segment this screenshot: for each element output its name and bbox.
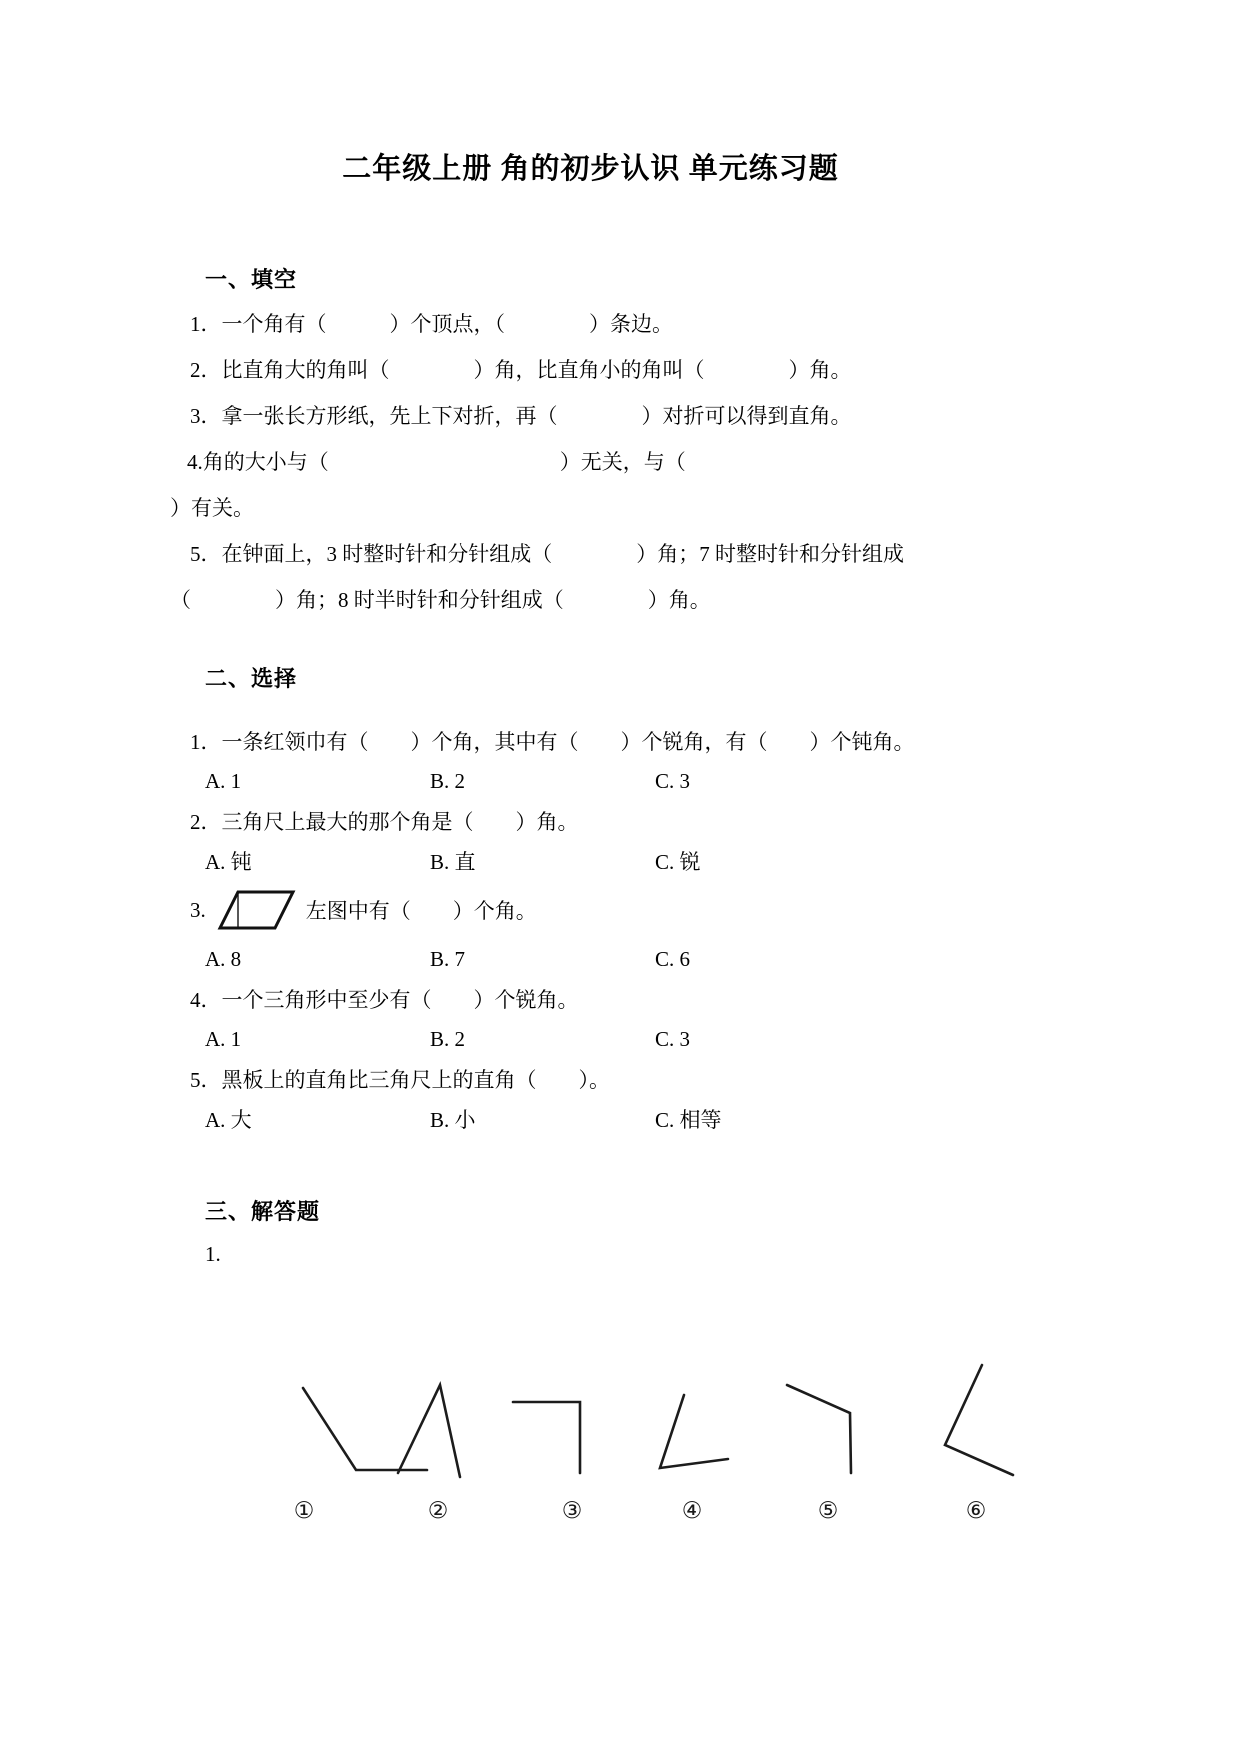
figure-label-6: ⑥ bbox=[965, 1498, 987, 1524]
worksheet-content bbox=[0, 146, 1241, 1270]
choice-question-1: 1．一条红领巾有（ ）个角，其中有（ ）个锐角，有（ ）个钝角。 bbox=[190, 730, 915, 754]
option-c: C. 6 bbox=[655, 946, 691, 971]
angle-figures-block bbox=[0, 1360, 1241, 1570]
fill-in-line-3: 3．拿一张长方形纸，先上下对折，再（ ）对折可以得到直角。 bbox=[190, 404, 852, 428]
figure-label-4: ④ bbox=[681, 1498, 703, 1524]
choice-questions bbox=[170, 721, 1101, 1139]
option-a: A. 1 bbox=[205, 768, 242, 793]
fill-in-line-5-continued: （ ）角；8 时半时针和分针组成（ ）角。 bbox=[170, 588, 711, 612]
fill-in-line-2: 2．比直角大的角叫（ ）角，比直角小的角叫（ ）角。 bbox=[190, 358, 852, 382]
fill-in-line-5: 5．在钟面上，3 时整时针和分针组成（ ）角；7 时整时针和分针组成 bbox=[190, 542, 904, 566]
choice-question-5: 5．黑板上的直角比三角尺上的直角（ ）。 bbox=[190, 1068, 610, 1092]
choice-question-4: 4．一个三角形中至少有（ ）个锐角。 bbox=[190, 988, 579, 1012]
figure-label-2: ② bbox=[427, 1498, 449, 1524]
option-b: B. 2 bbox=[430, 1026, 466, 1051]
choice-question-5-options bbox=[170, 1099, 1101, 1139]
question-3-number: 3. bbox=[190, 897, 206, 922]
angle-figure-2 bbox=[398, 1385, 460, 1477]
choice-question-1-options bbox=[170, 761, 1101, 801]
figure-label-5: ⑤ bbox=[817, 1498, 839, 1524]
angle-figure-5 bbox=[787, 1385, 851, 1473]
section-heading-fill-in: 一、填空 bbox=[205, 267, 298, 292]
question-3-text: 左图中有（ ）个角。 bbox=[305, 899, 537, 923]
option-b: B. 7 bbox=[430, 946, 466, 971]
fill-in-line-1: 1．一个角有（ ）个顶点，（ ）条边。 bbox=[190, 312, 673, 336]
option-c: C. 3 bbox=[655, 1026, 691, 1051]
angle-figure-6 bbox=[945, 1365, 1013, 1475]
option-b: B. 直 bbox=[430, 850, 476, 874]
fill-in-line-4: 4.角的大小与（ ）无关，与（ bbox=[187, 450, 686, 474]
option-c: C. 相等 bbox=[655, 1108, 722, 1132]
choice-question-2-options bbox=[170, 841, 1101, 881]
angle-figure-1 bbox=[303, 1388, 427, 1470]
choice-question-2: 2．三角尺上最大的那个角是（ ）角。 bbox=[190, 810, 579, 834]
solve-item-number: 1. bbox=[205, 1241, 221, 1266]
fill-in-lines bbox=[170, 300, 1101, 622]
option-a: A. 8 bbox=[205, 946, 242, 971]
option-b: B. 小 bbox=[430, 1108, 476, 1132]
option-a: A. 大 bbox=[205, 1108, 252, 1132]
angle-figures-drawing bbox=[0, 1360, 1241, 1490]
option-a: A. 1 bbox=[205, 1026, 242, 1051]
option-a: A. 钝 bbox=[205, 850, 252, 874]
option-c: C. 锐 bbox=[655, 850, 701, 874]
fill-in-line-4-continued: ）有关。 bbox=[170, 496, 254, 520]
option-c: C. 3 bbox=[655, 768, 691, 793]
figure-label-1: ① bbox=[293, 1498, 315, 1524]
angle-figure-3 bbox=[513, 1402, 580, 1473]
choice-question-4-options bbox=[170, 1019, 1101, 1059]
page-title: 二年级上册 角的初步认识 单元练习题 bbox=[342, 153, 839, 185]
option-b: B. 2 bbox=[430, 768, 466, 793]
figure-label-3: ③ bbox=[561, 1498, 583, 1524]
choice-question-3-options bbox=[170, 939, 1101, 979]
angle-figure-4 bbox=[660, 1395, 728, 1468]
section-heading-solve: 三、解答题 bbox=[205, 1199, 321, 1224]
choice-question-3 bbox=[170, 881, 1101, 939]
section-heading-choice: 二、选择 bbox=[205, 666, 298, 691]
parallelogram-figure bbox=[214, 887, 296, 933]
